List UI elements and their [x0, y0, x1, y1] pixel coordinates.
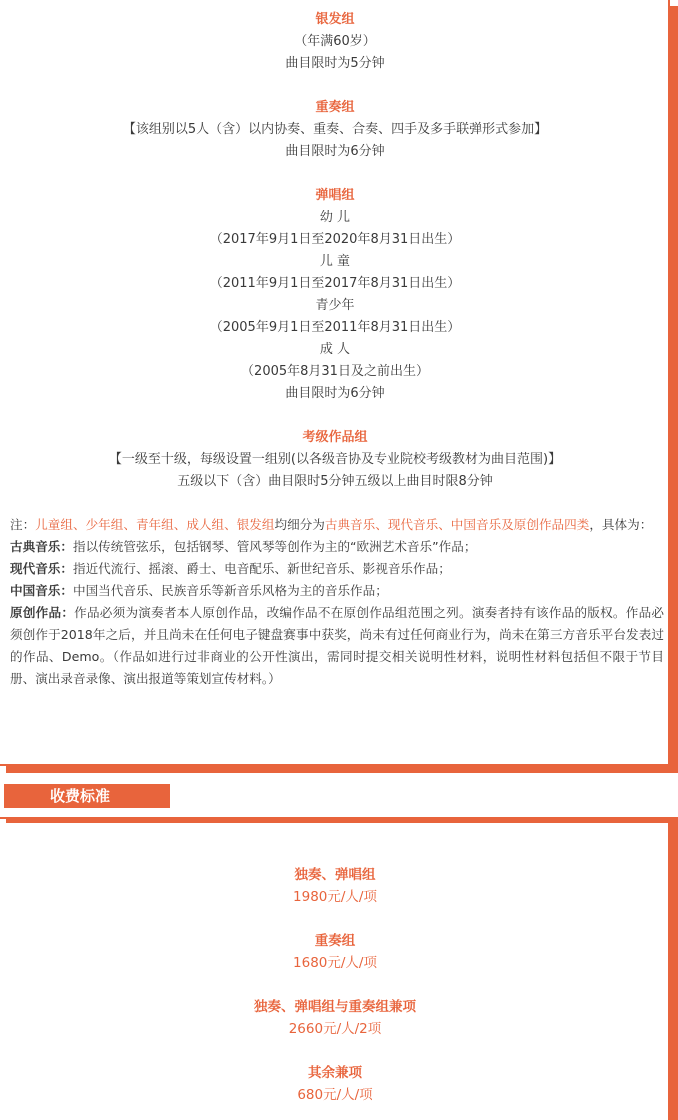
note-label: 中国音乐： — [10, 583, 73, 598]
notes-suffix: ，具体为： — [589, 517, 653, 532]
fee-title: 独奏、弹唱组 — [294, 867, 376, 883]
group-ensemble — [0, 97, 670, 163]
note-item — [10, 602, 664, 690]
fee-item — [0, 930, 670, 974]
group-line: 青少年 — [315, 298, 355, 313]
group-line: （年满60岁） — [294, 34, 376, 49]
group-title: 银发组 — [315, 12, 355, 27]
note-text: 指近代流行、摇滚、爵士、电音配乐、新世纪音乐、影视音乐作品； — [72, 561, 451, 576]
group-title: 重奏组 — [315, 100, 355, 115]
fee-card-shadow-top — [6, 817, 678, 823]
note-item — [10, 558, 664, 580]
group-line: （2005年8月31日及之前出生） — [241, 364, 429, 379]
note-text: 指以传统管弦乐，包括钢琴、管风琴等创作为主的“欧洲艺术音乐”作品； — [72, 539, 477, 554]
fee-item — [0, 1062, 670, 1106]
group-line: （2017年9月1日至2020年8月31日出生） — [209, 232, 461, 247]
group-line: 幼 儿 — [319, 210, 351, 225]
fee-price: 680元/人/项 — [297, 1087, 373, 1103]
notes-prefix: 注： — [10, 517, 36, 532]
note-label: 现代音乐： — [10, 561, 73, 576]
group-title: 考级作品组 — [302, 430, 368, 445]
notes-highlight-groups: 儿童组、少年组、青年组、成人组、银发组 — [35, 517, 275, 532]
note-text: 中国当代音乐、民族音乐等新音乐风格为主的音乐作品； — [72, 583, 388, 598]
group-line: （2011年9月1日至2017年8月31日出生） — [209, 276, 461, 291]
group-grade — [0, 427, 670, 493]
group-line: 曲目限时为6分钟 — [285, 386, 385, 401]
notes-mid: 均细分为 — [274, 517, 325, 532]
group-line: 曲目限时为5分钟 — [285, 56, 385, 71]
group-line: 曲目限时为6分钟 — [285, 144, 385, 159]
note-item — [10, 580, 664, 602]
note-label: 原创作品： — [10, 605, 75, 620]
note-text: 作品必须为演奏者本人原创作品，改编作品不在原创作品组范围之列。演奏者持有该作品的版权。作品必须创作于2018年之后，并且尚未在任何电子键盘赛事中获奖，尚未有过任何商业行为，尚未在第三方音乐平台发表过的作品、Demo。（作品如进行过非商业的公开性演出，需同时提交相关说明性材料，说明性材料包括但不限于节目册、演出录音录像、演出报道等策划宣传材料。） — [10, 605, 664, 686]
note-label: 古典音乐： — [10, 539, 73, 554]
fee-title: 其余兼项 — [308, 1065, 362, 1081]
group-title: 弹唱组 — [315, 188, 355, 203]
group-line: 【一级至十级，每级设置一组别(以各级音协及专业院校考级教材为曲目范围)】 — [108, 452, 562, 467]
group-line: 儿 童 — [319, 254, 351, 269]
fee-item — [0, 996, 670, 1040]
group-line: 成 人 — [319, 342, 351, 357]
group-line: 五级以下（含）曲目限时5分钟五级以上曲目时限8分钟 — [177, 474, 493, 489]
group-line: 【该组别以5人（含）以内协奏、重奏、合奏、四手及多手联弹形式参加】 — [122, 122, 548, 137]
fee-price: 2660元/人/2项 — [288, 1021, 382, 1037]
group-silver — [0, 9, 670, 75]
notes-highlight-categories: 古典音乐、现代音乐、中国音乐及原创作品四类 — [324, 517, 590, 532]
group-sing — [0, 185, 670, 405]
note-item — [10, 536, 664, 558]
card-shadow-bottom — [6, 766, 678, 773]
notes-block — [10, 514, 664, 690]
group-line: （2005年9月1日至2011年8月31日出生） — [209, 320, 461, 335]
fee-title: 重奏组 — [314, 933, 356, 949]
card-shadow-right — [670, 6, 678, 773]
notes-intro — [10, 514, 664, 536]
fee-item — [0, 864, 670, 908]
fee-title: 独奏、弹唱组与重奏组兼项 — [254, 999, 416, 1015]
fee-price: 1680元/人/项 — [293, 955, 377, 971]
fee-card-shadow-right — [670, 823, 678, 1120]
fee-section-tab: 收费标准 — [4, 784, 170, 808]
fee-price: 1980元/人/项 — [293, 889, 377, 905]
